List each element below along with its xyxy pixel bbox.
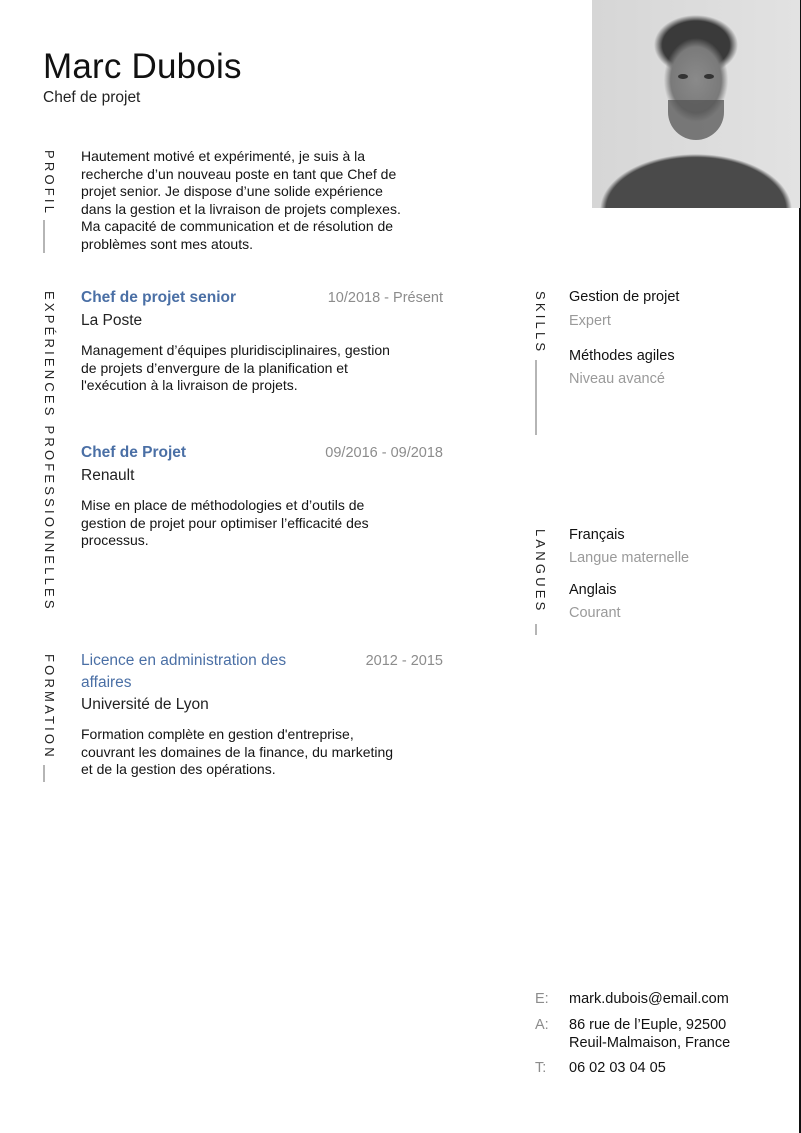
skill-level: Niveau avancé — [569, 371, 665, 387]
description-line: et de la gestion des opérations. — [81, 761, 276, 777]
address-value — [569, 1016, 730, 1052]
skill-item — [569, 288, 679, 330]
description-line: Formation complète en gestion d'entreprise, — [81, 726, 354, 742]
phone-value[interactable]: 06 02 03 04 05 — [569, 1060, 666, 1076]
description-line: processus. — [81, 532, 149, 548]
profile-line: recherche d’un nouveau poste en tant que Chef de — [81, 165, 397, 182]
section-label-education: FORMATION — [42, 654, 57, 760]
language-item — [569, 581, 621, 622]
section-divider — [535, 360, 537, 435]
degree-dates: 2012 - 2015 — [365, 653, 443, 669]
degree-description — [81, 726, 443, 779]
job-title: Chef de projet senior — [81, 289, 237, 306]
candidate-name: Marc Dubois — [43, 47, 242, 86]
address-line: 86 rue de l’Euple, 92500 — [569, 1017, 727, 1033]
skill-name: Gestion de projet — [569, 289, 680, 305]
email-label: E: — [535, 991, 549, 1007]
profile-photo — [592, 0, 800, 208]
description-line: Management d’équipes pluridisciplinaires, gestion — [81, 342, 390, 358]
section-divider — [43, 765, 45, 782]
job-dates: 10/2018 - Présent — [327, 290, 443, 306]
profile-line: Hautement motivé et expérimenté, je suis à la — [81, 148, 366, 164]
description-line: Mise en place de méthodologies et d’outils de — [81, 497, 365, 513]
description-line: de projets d’envergure de la planification et — [81, 359, 348, 376]
skill-name: Méthodes agiles — [569, 348, 675, 364]
profile-summary — [81, 148, 451, 253]
degree-title — [81, 650, 286, 694]
description-line: couvrant les domaines de la finance, du marketing — [81, 743, 394, 760]
language-name: Anglais — [569, 582, 617, 598]
experience-entry — [81, 443, 443, 550]
address-label: A: — [535, 1017, 549, 1033]
skill-level: Expert — [569, 313, 611, 329]
section-divider — [43, 220, 45, 253]
section-label-experience: EXPÉRIENCES PROFESSIONNELLES — [42, 291, 57, 612]
language-item — [569, 526, 689, 567]
degree-title-line: affaires — [81, 674, 132, 691]
profile-line: problèmes sont mes atouts. — [81, 235, 253, 252]
job-title: Chef de Projet — [81, 444, 187, 461]
photo-detail — [668, 100, 724, 140]
photo-detail — [678, 74, 688, 79]
candidate-role: Chef de projet — [43, 89, 141, 106]
description-line: l'exécution à la livraison de projets. — [81, 377, 298, 393]
section-divider — [535, 624, 537, 635]
education-entry — [81, 650, 443, 779]
language-level: Langue maternelle — [569, 550, 690, 566]
job-dates: 09/2016 - 09/2018 — [325, 445, 443, 461]
address-line: Reuil-Malmaison, France — [569, 1035, 731, 1051]
profile-line: projet senior. Je dispose d’une solide expérience — [81, 183, 383, 199]
school-name: Université de Lyon — [81, 696, 209, 713]
job-description — [81, 342, 443, 395]
experience-entry — [81, 288, 443, 395]
photo-detail — [704, 74, 714, 79]
email-value[interactable]: mark.dubois@email.com — [569, 991, 729, 1007]
description-line: gestion de projet pour optimiser l’efficacité des — [81, 514, 369, 531]
job-description — [81, 497, 443, 550]
language-level: Courant — [569, 605, 621, 621]
job-organization: La Poste — [81, 312, 143, 329]
phone-label: T: — [535, 1060, 547, 1076]
skill-item — [569, 347, 675, 388]
language-name: Français — [569, 527, 625, 543]
section-label-profile: PROFIL — [42, 150, 57, 217]
profile-line: dans la gestion et la livraison de projets complexes. — [81, 200, 401, 217]
section-label-skills: SKILLS — [533, 291, 548, 355]
profile-line: Ma capacité de communication et de résolution de — [81, 218, 394, 234]
job-organization: Renault — [81, 467, 135, 484]
degree-title-line: Licence en administration des — [81, 652, 287, 669]
section-label-languages: LANGUES — [533, 529, 548, 614]
